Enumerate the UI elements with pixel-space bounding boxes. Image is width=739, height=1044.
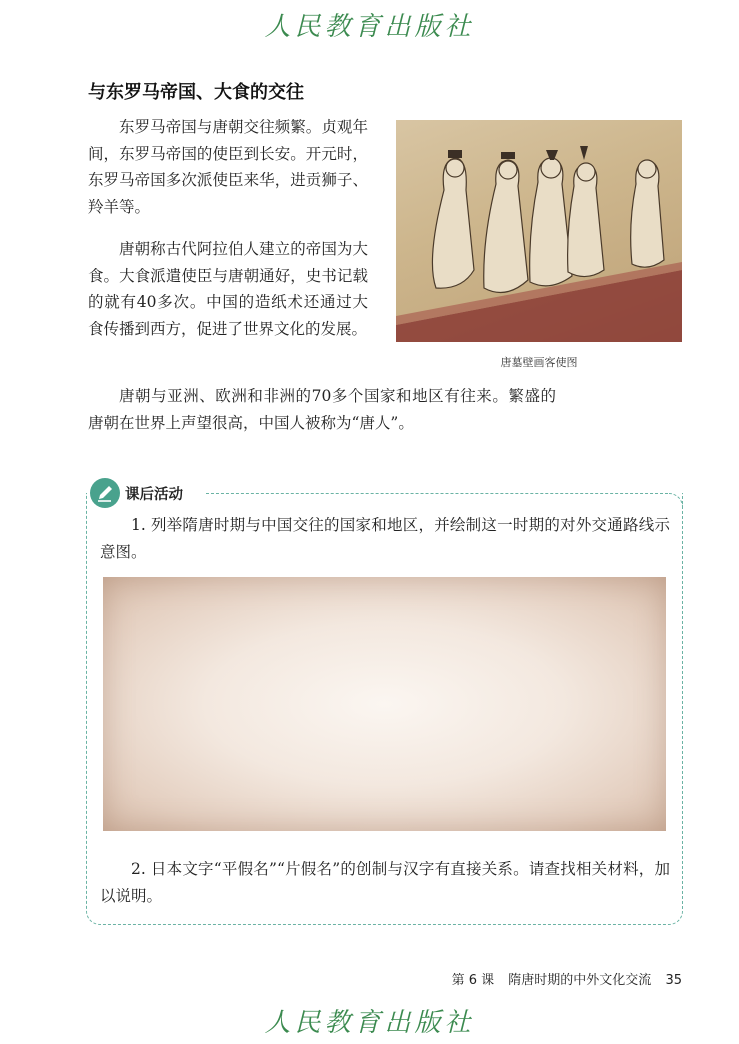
activity-title: 课后活动: [125, 487, 183, 503]
figure-caption: 唐墓壁画客使图: [500, 356, 578, 369]
paragraph-tang-people: 唐朝与亚洲、欧洲和非洲的70多个国家和地区有往来。繁盛的唐朝在世界上声望很高，中国人被称为“唐人”。: [88, 387, 556, 432]
publisher-logo-bottom: 人民教育出版社: [264, 1008, 475, 1038]
tomb-mural-image: [396, 120, 682, 342]
publisher-logo-top: 人民教育出版社: [264, 12, 475, 42]
page-footer: [442, 969, 682, 988]
drawing-area-parchment: [103, 577, 666, 831]
footer-lesson-title: 隋唐时期的中外文化交流: [508, 973, 652, 988]
activity-box-top-border: [206, 493, 668, 494]
footer-lesson-number: 第 6 课: [451, 973, 495, 988]
section-title: 与东罗马帝国、大食的交往: [88, 82, 304, 103]
activity-task-2: 2. 日本文字“平假名”“片假名”的创制与汉字有直接关系。请查找相关材料，加以说明。: [100, 860, 670, 905]
mural-figures-illustration: [396, 120, 682, 342]
pencil-icon: [90, 478, 120, 508]
paragraph-east-roman: 东罗马帝国与唐朝交往频繁。贞观年间，东罗马帝国的使臣到长安。开元时，东罗马帝国多次派使臣来华，进贡狮子、羚羊等。: [88, 118, 368, 216]
activity-task-1: 1. 列举隋唐时期与中国交往的国家和地区，并绘制这一时期的对外交通路线示意图。: [100, 516, 670, 561]
page-number: 35: [665, 973, 682, 988]
paragraph-dashi: 唐朝称古代阿拉伯人建立的帝国为大食。大食派遣使臣与唐朝通好，史书记载的就有40多次。中国的造纸术还通过大食传播到西方，促进了世界文化的发展。: [88, 240, 368, 338]
